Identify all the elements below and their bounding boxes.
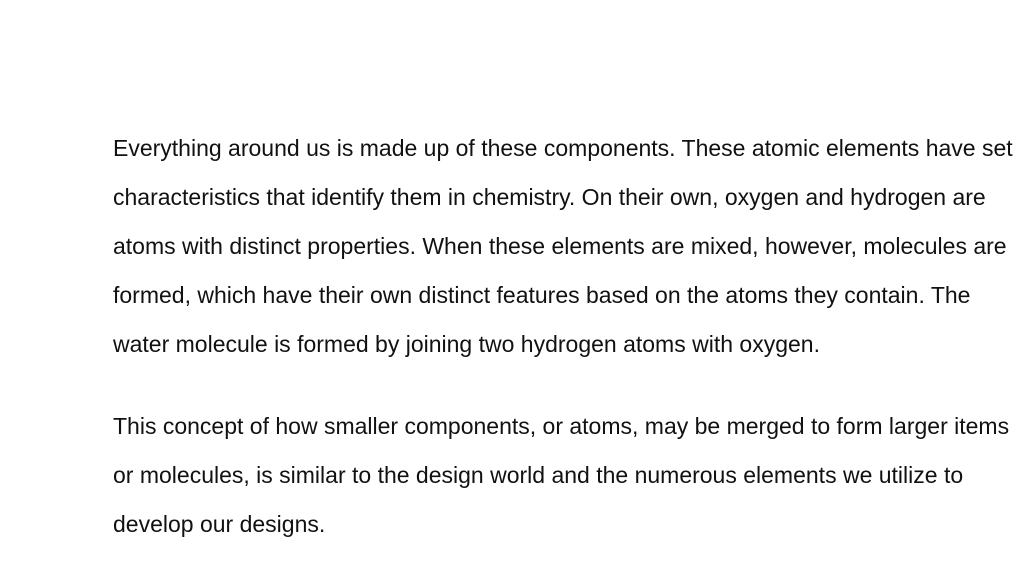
article-body [113,124,1018,549]
paragraph-atoms-molecules: Everything around us is made up of these components. These atomic elements have set characteristics that identify them in chemistry. On their own, oxygen and hydrogen are atoms with distinct properties. When these elements are mixed, however, molecules are formed, which have their own distinct features based on the atoms they contain. The water molecule is formed by joining two hydrogen atoms with oxygen. [113,135,1013,357]
paragraph-design-analogy: This concept of how smaller components, or atoms, may be merged to form larger items or molecules, is similar to the design world and the numerous elements we utilize to develop our designs. [113,413,1010,537]
